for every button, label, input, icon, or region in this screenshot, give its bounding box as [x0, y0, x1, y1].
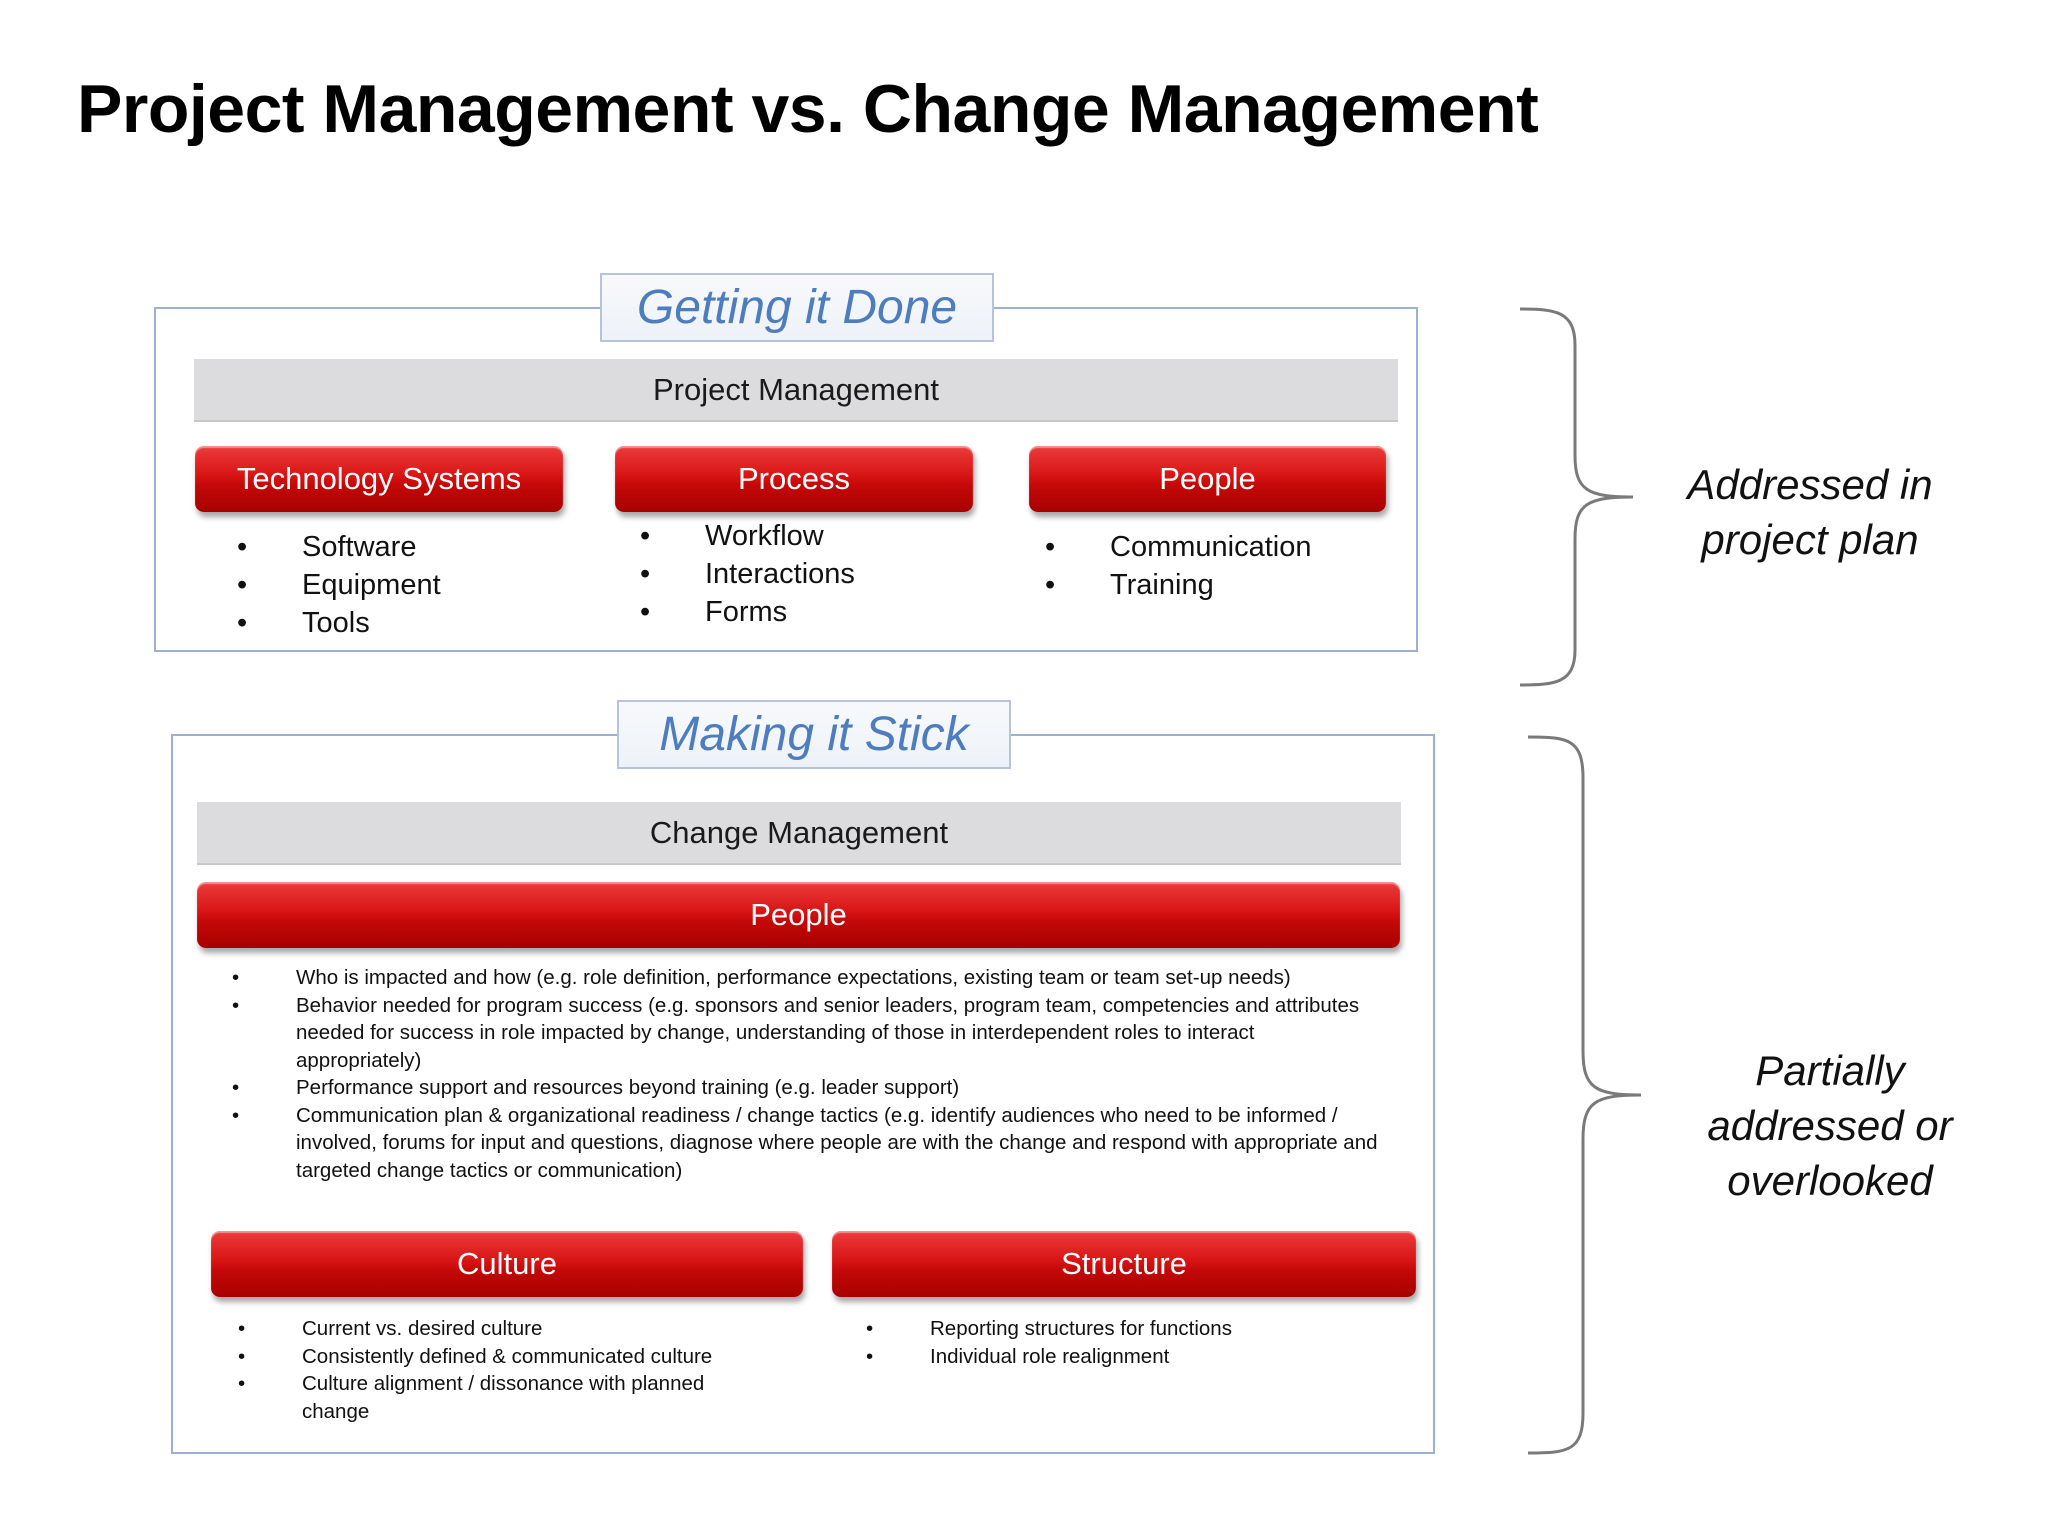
list-item: • Consistently defined & communicated culture: [238, 1343, 758, 1371]
list-item: • Equipment: [237, 566, 441, 604]
note-line: overlooked: [1727, 1157, 1933, 1204]
project-management-bar: Project Management: [194, 359, 1398, 420]
list-item: • Forms: [640, 593, 855, 631]
note-line: project plan: [1701, 516, 1919, 563]
note-line: Partially: [1755, 1047, 1905, 1094]
making-it-stick-tab: Making it Stick: [617, 700, 1011, 769]
culture-list: [238, 1315, 758, 1425]
list-item: • Reporting structures for functions: [866, 1315, 1386, 1343]
list-item: • Training: [1045, 566, 1311, 604]
list-item: • Tools: [237, 604, 441, 642]
people-button-bottom: People: [197, 882, 1400, 948]
list-item: • Software: [237, 528, 441, 566]
people-list-top: [1045, 528, 1311, 604]
list-item: • Individual role realignment: [866, 1343, 1386, 1371]
list-item: • Communication plan & organizational readiness / change tactics (e.g. identify audiences who need to be informed / involved, forums for input and questions, diagnose where people are with the change and respond with appropriate and targeted change tactics or communication): [232, 1102, 1382, 1185]
right-brace-icon: [1523, 733, 1648, 1458]
technology-systems-list: [237, 528, 441, 642]
page-title: Project Management vs. Change Management: [77, 71, 1539, 147]
technology-systems-button: Technology Systems: [195, 446, 563, 512]
getting-it-done-tab: Getting it Done: [600, 273, 994, 342]
note-line: addressed or: [1707, 1102, 1953, 1149]
change-management-bar: Change Management: [197, 802, 1401, 863]
list-item: • Who is impacted and how (e.g. role definition, performance expectations, existing team or team set-up needs): [232, 964, 1382, 992]
people-list-bottom: [232, 964, 1382, 1184]
structure-list: [866, 1315, 1386, 1370]
list-item: • Workflow: [640, 517, 855, 555]
process-button: Process: [615, 446, 973, 512]
note-line: Addressed in: [1687, 461, 1933, 508]
list-item: • Current vs. desired culture: [238, 1315, 758, 1343]
people-button-top: People: [1029, 446, 1386, 512]
list-item: • Interactions: [640, 555, 855, 593]
list-item: • Behavior needed for program success (e.g. sponsors and senior leaders, program team, competencies and attributes needed for success in role impacted by change, understanding of those in interdependent roles to interact appropriately): [232, 992, 1382, 1075]
right-brace-icon: [1515, 305, 1640, 690]
structure-button: Structure: [832, 1231, 1416, 1297]
list-item: • Performance support and resources beyond training (e.g. leader support): [232, 1074, 1382, 1102]
list-item: • Communication: [1045, 528, 1311, 566]
list-item: • Culture alignment / dissonance with planned change: [238, 1370, 758, 1425]
addressed-in-project-plan-note: [1650, 457, 1970, 567]
process-list: [640, 517, 855, 631]
partially-addressed-note: [1660, 1043, 2000, 1208]
culture-button: Culture: [211, 1231, 803, 1297]
